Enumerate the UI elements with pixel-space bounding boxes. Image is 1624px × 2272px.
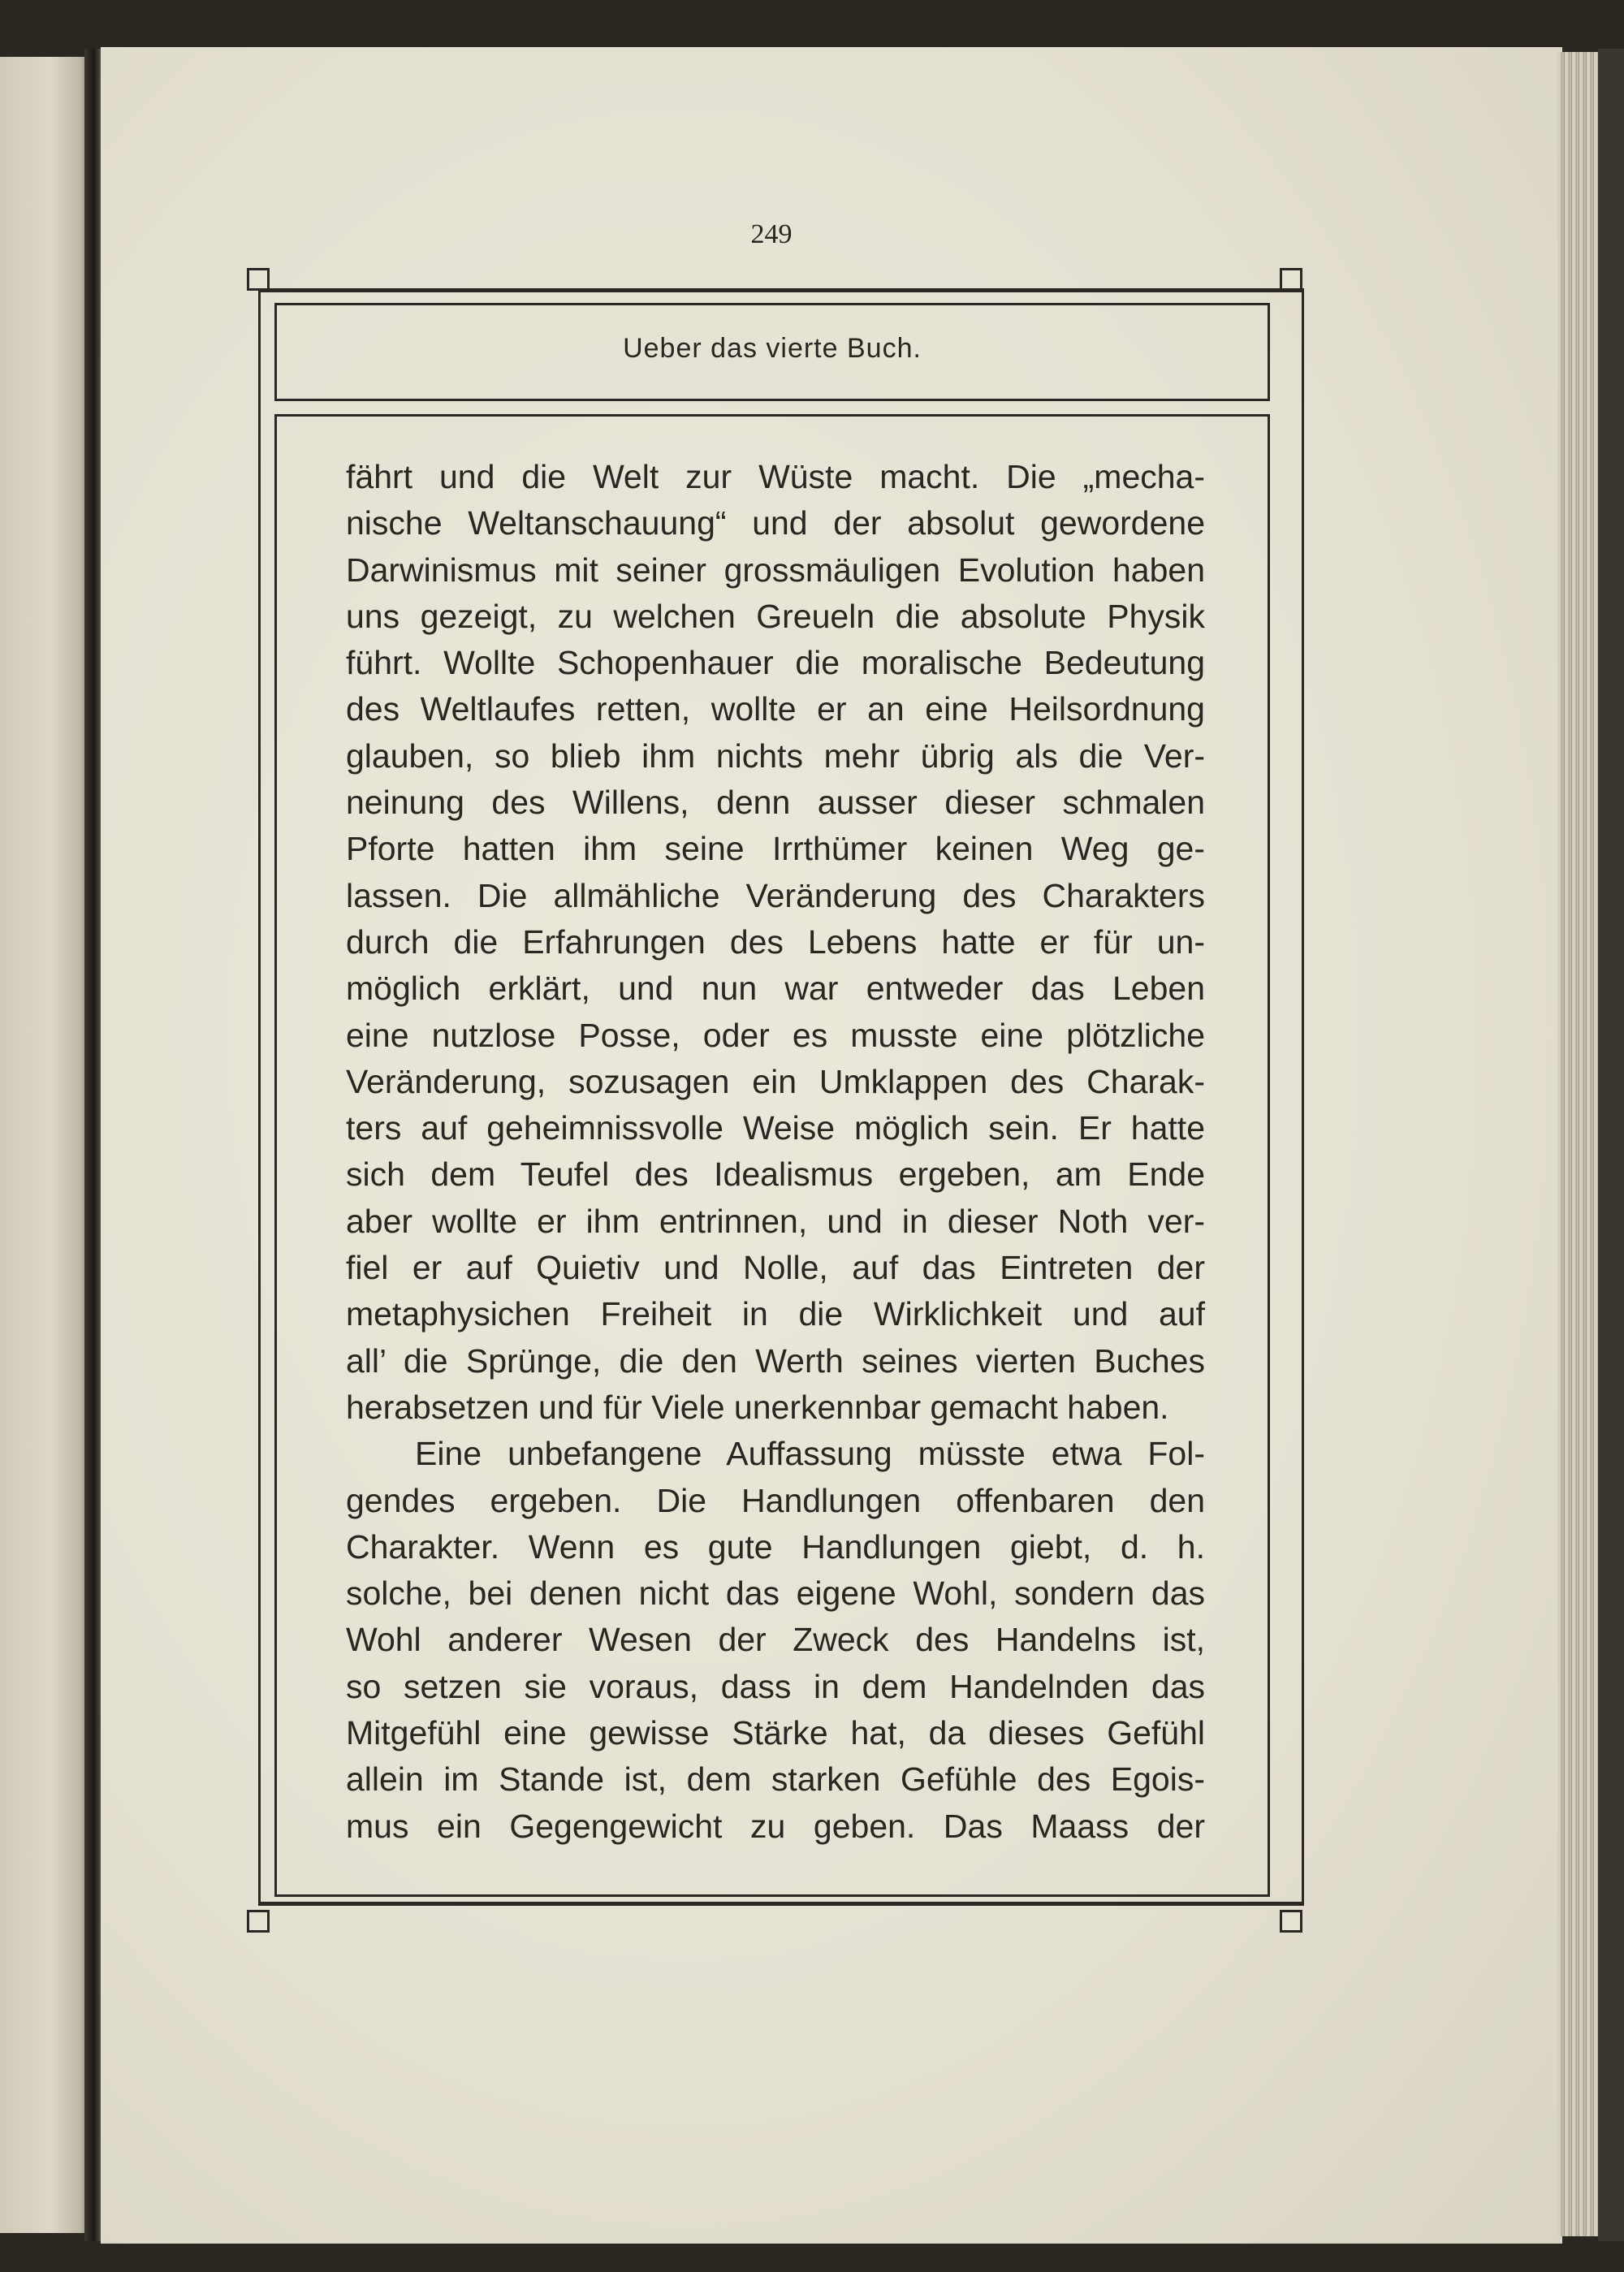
text-line: glauben, so blieb ihm nichts mehr übrig als die Ver-	[346, 736, 1205, 775]
text-line: allein im Stande ist, dem starken Gefühle des Egois-	[346, 1760, 1205, 1799]
text-line: uns gezeigt, zu welchen Greueln die absolute Physik	[346, 597, 1205, 635]
text-line: fiel er auf Quietiv und Nolle, auf das Eintreten der	[346, 1249, 1205, 1287]
text-line: Veränderung, sozusagen ein Umklappen des Charak-	[346, 1062, 1205, 1100]
text-line: all’ die Sprünge, die den Werth seines vierten Buches	[346, 1341, 1205, 1380]
text-line: gendes ergeben. Die Handlungen offenbaren den	[346, 1481, 1205, 1519]
text-line: solche, bei denen nicht das eigene Wohl, sondern das	[346, 1574, 1205, 1613]
left-page-edge	[0, 57, 91, 2233]
text-line: Charakter. Wenn es gute Handlungen giebt, d. h.	[346, 1527, 1205, 1566]
text-line: sich dem Teufel des Idealismus ergeben, am Ende	[346, 1155, 1205, 1194]
paragraph-end-line: herabsetzen und für Viele unerkennbar gemacht haben.	[346, 1388, 1169, 1426]
text-line: mus ein Gegengewicht zu geben. Das Maass der	[346, 1807, 1205, 1845]
text-line: so setzen sie voraus, dass in dem Handelnden das	[346, 1667, 1205, 1705]
running-head: Ueber das vierte Buch.	[623, 333, 922, 364]
text-line: ters auf geheimnissvolle Weise möglich sein. Er hatte	[346, 1109, 1205, 1147]
frame-corner-top-right	[1280, 268, 1302, 291]
text-line: metaphysichen Freiheit in die Wirklichkeit und auf	[346, 1295, 1205, 1333]
text-line: durch die Erfahrungen des Lebens hatte er für un-	[346, 922, 1205, 961]
text-line: fährt und die Welt zur Wüste macht. Die „mecha-	[346, 458, 1205, 495]
book-cover-edge	[1598, 49, 1624, 2241]
text-block-frame	[274, 414, 1270, 1897]
text-line: des Weltlaufes retten, wollte er an eine Heilsordnung	[346, 690, 1205, 728]
page-number: 249	[750, 219, 793, 249]
text-line: lassen. Die allmähliche Veränderung des Charakters	[346, 876, 1205, 914]
frame-corner-bottom-right	[1280, 1910, 1302, 1933]
text-line: neinung des Willens, denn ausser dieser schmalen	[346, 784, 1205, 822]
text-line: aber wollte er ihm entrinnen, und in dieser Noth ver-	[346, 1202, 1205, 1240]
text-line: möglich erklärt, und nun war entweder das Leben	[346, 970, 1205, 1008]
text-line: eine nutzlose Posse, oder es musste eine plötzliche	[346, 1016, 1205, 1054]
body-text	[346, 454, 1205, 1850]
text-line: führt. Wollte Schopenhauer die moralische Bedeutung	[346, 644, 1205, 682]
page-stack-edges	[1557, 52, 1600, 2236]
running-head-box	[274, 303, 1270, 401]
text-line: Wohl anderer Wesen der Zweck des Handelns ist,	[346, 1621, 1205, 1659]
frame-corner-bottom-left	[247, 1910, 270, 1933]
text-line: nische Weltanschauung“ und der absolut gewordene	[346, 504, 1205, 542]
frame-corner-top-left	[247, 268, 270, 291]
paragraph-first-line: Eine unbefangene Auffassung müsste etwa Fol-	[415, 1435, 1205, 1473]
text-line: Darwinismus mit seiner grossmäuligen Evolution haben	[346, 551, 1205, 589]
text-line: Mitgefühl eine gewisse Stärke hat, da dieses Gefühl	[346, 1714, 1205, 1752]
text-line: Pforte hatten ihm seine Irrthümer keinen Weg ge-	[346, 830, 1205, 868]
